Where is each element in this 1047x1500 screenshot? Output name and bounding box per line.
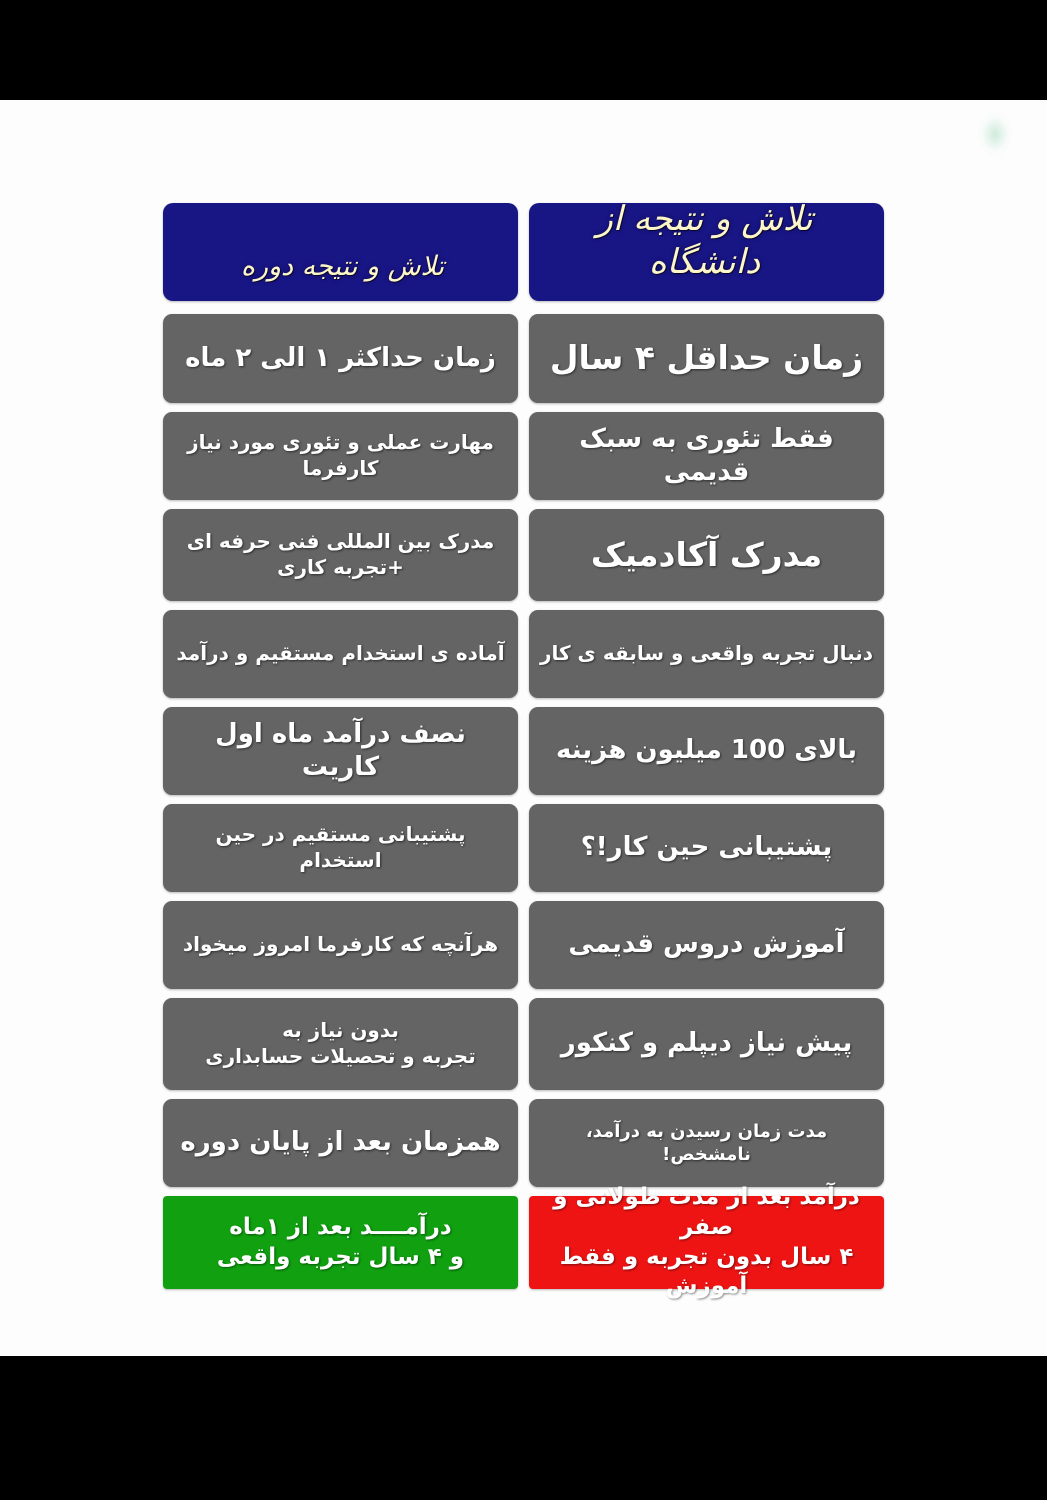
- cell-text-multiline: [537, 1183, 876, 1303]
- cell-university-6: [529, 804, 884, 892]
- cell-university-summary: [529, 1183, 884, 1300]
- cell-text: آموزش دروس قدیمی: [568, 929, 845, 960]
- table-row: [163, 1099, 884, 1187]
- cell-text: مدرک آکادمیک: [590, 534, 823, 574]
- cell-text: پیش نیاز دیپلم و کنکور: [560, 1028, 853, 1059]
- table-row: [163, 314, 884, 403]
- cell-text: زمان حداقل ۴ سال: [549, 338, 864, 378]
- comparison-table: [163, 198, 884, 1300]
- cell-line: و ۴ سال تجربه واقعی: [216, 1243, 465, 1270]
- cell-text: بالای 100 میلیون هزینه: [556, 735, 857, 766]
- cell-text: پشتیبانی مستقیم در حین استخدام: [215, 822, 466, 872]
- table-row: [163, 412, 884, 500]
- header-label-university: تلاش و نتیجه از دانشگاه: [596, 198, 813, 283]
- table-row-summary: [163, 1183, 884, 1300]
- cell-university-2: [529, 412, 884, 500]
- table-header-row: [163, 198, 884, 301]
- header-label-course: تلاش و نتیجه دوره: [240, 251, 445, 283]
- cell-course-8: [163, 998, 518, 1090]
- table-row: [163, 804, 884, 892]
- cell-text: آماده ی استخدام مستقیم و درآمد: [176, 641, 505, 666]
- cell-course-6: [163, 804, 518, 892]
- cell-text: مهارت عملی و تئوری مورد نیاز کارفرما: [187, 430, 494, 480]
- cell-line: بدون نیاز به: [282, 1018, 399, 1043]
- cell-text: دنبال تجربه واقعی و سابقه ی کار: [539, 641, 874, 666]
- cell-course-2: [163, 412, 518, 500]
- table-row: [163, 509, 884, 601]
- cell-course-1: [163, 314, 518, 403]
- cell-text-multiline: [171, 1213, 510, 1273]
- cell-text: پشتیبانی حین کار!؟: [580, 832, 833, 863]
- cell-line: +تجربه کاری: [277, 555, 404, 579]
- cell-line: مدرک بین المللی فنی حرفه ای: [186, 529, 495, 554]
- cell-course-7: [163, 901, 518, 989]
- cell-text: هرآنچه که کارفرما امروز میخواد: [182, 932, 499, 957]
- cell-course-3: [163, 509, 518, 601]
- cell-course-4: [163, 610, 518, 698]
- table-row: [163, 901, 884, 989]
- cell-line: درآمــــد بعد از ۱ماه: [229, 1213, 452, 1240]
- cell-course-summary: [163, 1196, 518, 1289]
- cell-text: نصف درآمد ماه اول کاریت: [215, 718, 466, 782]
- cell-university-4: [529, 610, 884, 698]
- cell-text: زمان حداکثر ۱ الی ۲ ماه: [185, 342, 496, 373]
- cell-line: ۴ سال بدون تجربه و فقط آموزش: [559, 1243, 854, 1300]
- table-row: [163, 610, 884, 698]
- cell-text-multiline: [173, 1018, 508, 1069]
- table-row: [163, 707, 884, 795]
- cell-university-5: [529, 707, 884, 795]
- cell-text: همزمان بعد از پایان دوره: [180, 1127, 501, 1158]
- header-cell-university: [529, 198, 884, 301]
- table-row: [163, 998, 884, 1090]
- cell-course-9: [163, 1099, 518, 1187]
- letterbox-top: [0, 0, 1047, 100]
- image-artifact: [978, 112, 1012, 156]
- cell-university-3: [529, 509, 884, 601]
- header-cell-course: [163, 203, 518, 301]
- cell-university-8: [529, 998, 884, 1090]
- cell-line: تجربه و تحصیلات حسابداری: [205, 1044, 476, 1068]
- cell-university-1: [529, 314, 884, 403]
- cell-university-9: [529, 1099, 884, 1187]
- cell-text-multiline: [173, 529, 508, 580]
- cell-text: فقط تئوری به سبک قدیمی: [579, 423, 834, 487]
- letterbox-bottom: [0, 1356, 1047, 1500]
- cell-text: مدت زمان رسیدن به درآمد، نامشخص!: [585, 1120, 828, 1165]
- cell-line: درآمد بعد از مدت طولانی و صفر: [553, 1183, 860, 1240]
- cell-course-5: [163, 707, 518, 795]
- cell-university-7: [529, 901, 884, 989]
